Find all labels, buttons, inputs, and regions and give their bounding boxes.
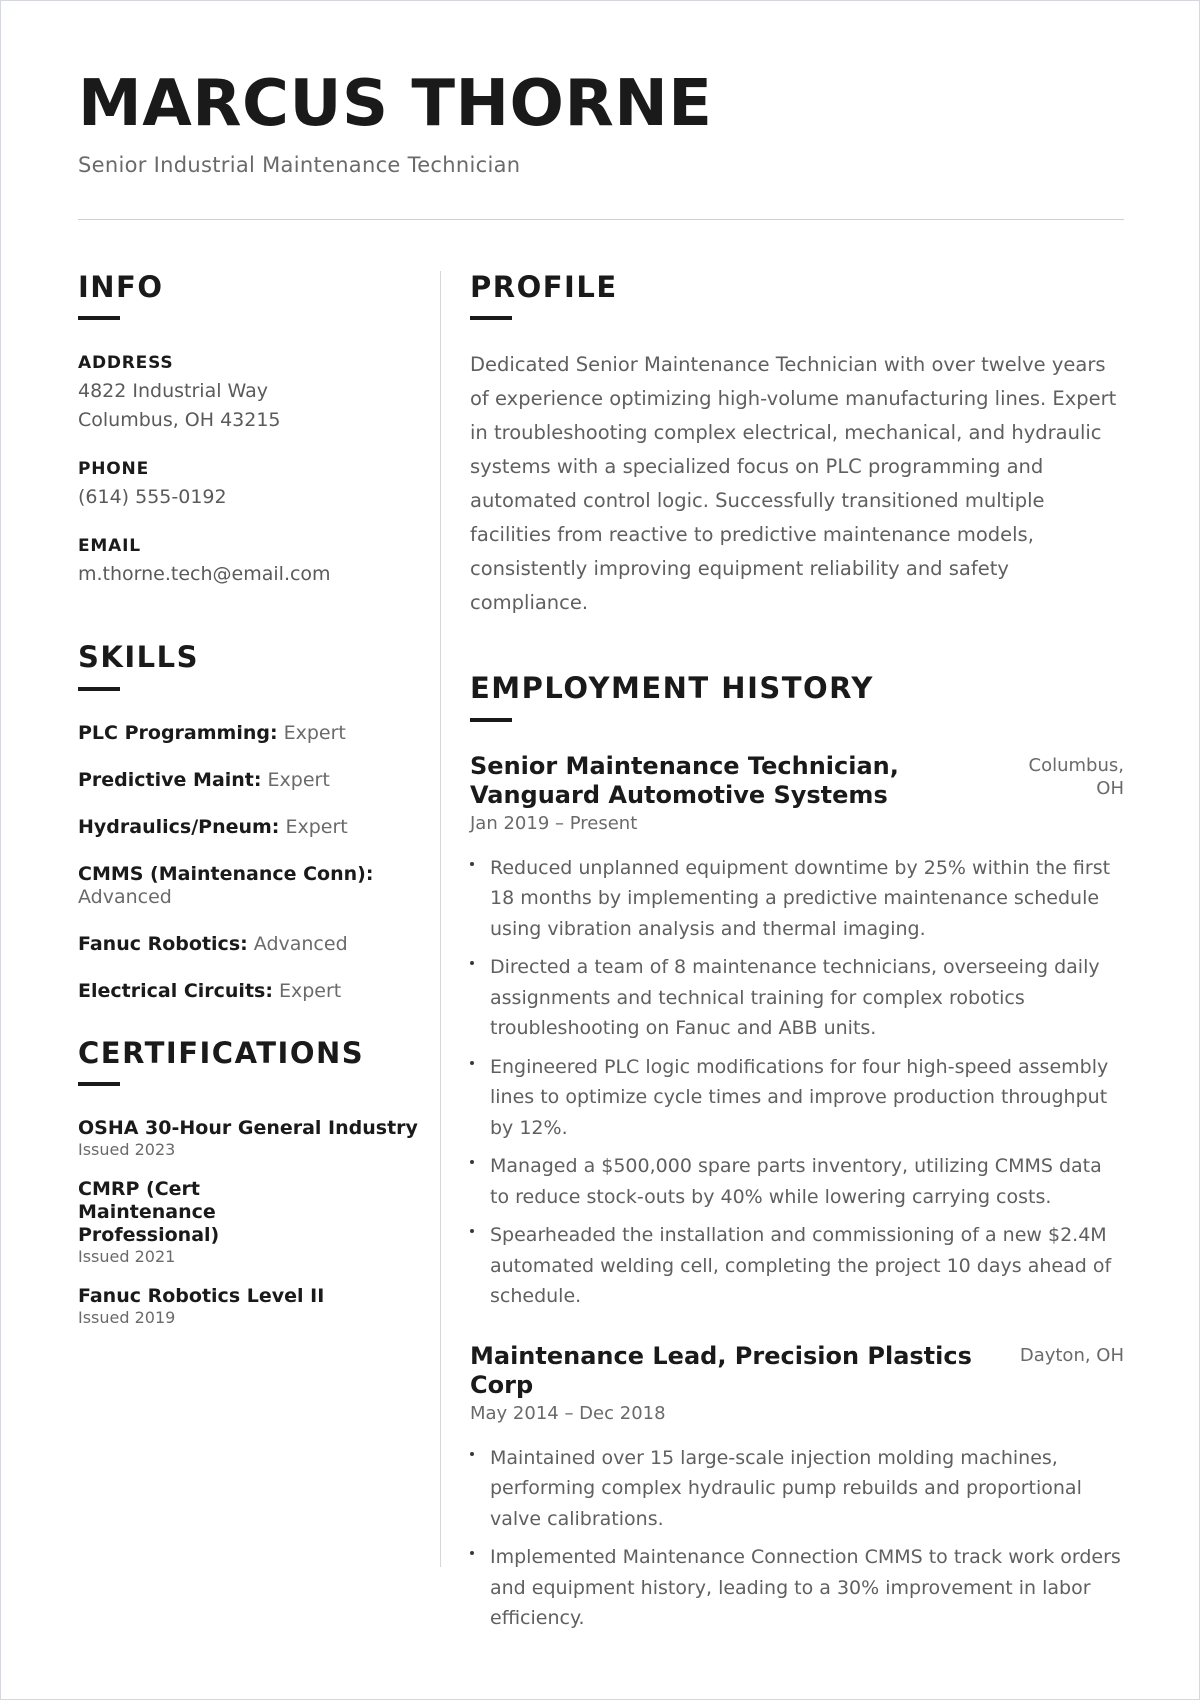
certification-name: Fanuc Robotics Level II	[78, 1285, 325, 1308]
job-entry	[470, 1342, 1124, 1634]
skill-item	[78, 980, 418, 1003]
job-bullet: Engineered PLC logic modifications for four high-speed assembly lines to optimize cycle times and improve production throughput by 12%.	[470, 1052, 1124, 1144]
phone-label: PHONE	[78, 459, 149, 480]
email-block	[78, 536, 418, 589]
job-bullet: Spearheaded the installation and commissioning of a new $2.4M automated welding cell, completing the project 10 days ahead of schedule.	[470, 1220, 1124, 1312]
column-divider	[440, 271, 441, 1567]
certifications-heading: CERTIFICATIONS	[78, 1035, 365, 1070]
profile-summary: Dedicated Senior Maintenance Technician with over twelve years of experience optimizing high-volume manufacturing lines. Expert in troubleshooting complex electrical, mechanical, and hydraulic systems with a specialized focus on PLC programming and automated control logic. Successfully transitioned multiple facilities from reactive to predictive maintenance models, consistently improving equipment reliability and safety compliance.	[470, 353, 1117, 615]
job-header	[470, 1342, 1124, 1400]
skill-name: PLC Programming:	[78, 721, 278, 744]
skills-heading: SKILLS	[78, 640, 199, 675]
certifications-section	[78, 1037, 418, 1328]
certification-item	[78, 1117, 418, 1160]
skills-list	[78, 722, 418, 1003]
skill-name: Predictive Maint:	[78, 768, 262, 791]
header-divider	[78, 219, 1124, 220]
job-location: Dayton, OH	[1019, 1344, 1124, 1366]
address-line1: 4822 Industrial Way	[78, 380, 268, 403]
address-line2: Columbus, OH 43215	[78, 409, 281, 432]
phone-block	[78, 459, 418, 512]
certification-name: CMRP (Cert Maintenance Professional)	[78, 1178, 220, 1247]
certification-name: OSHA 30-Hour General Industry	[78, 1117, 418, 1140]
info-heading-bar	[78, 316, 120, 320]
skill-name: Electrical Circuits:	[78, 979, 273, 1002]
job-bullets	[470, 853, 1124, 1312]
phone-value: (614) 555-0192	[78, 486, 227, 509]
job-title: Maintenance Lead, Precision Plastics Corp	[470, 1341, 972, 1399]
employment-heading-bar	[470, 718, 512, 722]
job-bullets	[470, 1443, 1124, 1634]
skill-level: Expert	[267, 768, 330, 791]
skill-level: Expert	[285, 815, 348, 838]
skills-heading-bar	[78, 687, 120, 691]
skill-name: Hydraulics/Pneum:	[78, 815, 280, 838]
skill-level: Expert	[278, 979, 342, 1002]
address-block	[78, 353, 418, 435]
skill-item	[78, 863, 418, 909]
profile-heading: PROFILE	[470, 270, 618, 304]
certification-issued: Issued 2023	[78, 1140, 176, 1160]
job-title: Senior Maintenance Technician, Vanguard Automotive Systems	[470, 751, 899, 809]
skill-name: CMMS (Maintenance Conn):	[78, 862, 374, 885]
left-column	[78, 271, 418, 1346]
job-header	[470, 752, 1124, 810]
certification-issued: Issued 2019	[78, 1308, 176, 1328]
certification-item	[78, 1178, 418, 1267]
skill-level: Advanced	[78, 885, 172, 908]
job-dates: May 2014 – Dec 2018	[470, 1402, 666, 1424]
certification-issued: Issued 2021	[78, 1247, 176, 1267]
skill-level: Advanced	[253, 932, 348, 955]
job-bullet: Reduced unplanned equipment downtime by 25% within the first 18 months by implementing a predictive maintenance schedule using vibration analysis and thermal imaging.	[470, 853, 1124, 945]
email-label: EMAIL	[78, 536, 141, 557]
job-bullet: Maintained over 15 large-scale injection molding machines, performing complex hydraulic pump rebuilds and proportional valve calibrations.	[470, 1443, 1124, 1535]
candidate-title: Senior Industrial Maintenance Technician	[78, 153, 521, 178]
resume-header	[78, 69, 1124, 177]
certification-item	[78, 1285, 418, 1328]
job-bullet: Directed a team of 8 maintenance technicians, overseeing daily assignments and technical training for complex robotics troubleshooting on Fanuc and ABB units.	[470, 952, 1124, 1044]
candidate-name: MARCUS THORNE	[78, 67, 713, 141]
job-bullet: Implemented Maintenance Connection CMMS to track work orders and equipment history, leading to a 30% improvement in labor efficiency.	[470, 1542, 1124, 1634]
right-column	[470, 271, 1124, 1642]
skill-item	[78, 933, 418, 956]
skill-item	[78, 722, 418, 745]
info-section	[78, 271, 418, 589]
employment-heading: EMPLOYMENT HISTORY	[470, 671, 874, 706]
job-location: Columbus, OH	[1028, 754, 1124, 799]
info-heading: INFO	[78, 270, 164, 304]
skill-level: Expert	[283, 721, 346, 744]
job-bullet: Managed a $500,000 spare parts inventory, utilizing CMMS data to reduce stock-outs by 40% while lowering carrying costs.	[470, 1151, 1124, 1212]
skill-name: Fanuc Robotics:	[78, 932, 248, 955]
profile-section	[470, 271, 1124, 620]
skill-item	[78, 769, 418, 792]
email-value: m.thorne.tech@email.com	[78, 563, 331, 586]
employment-section	[470, 672, 1124, 1633]
certifications-heading-bar	[78, 1082, 120, 1086]
job-dates: Jan 2019 – Present	[470, 812, 638, 834]
skills-section	[78, 641, 418, 1002]
job-entry	[470, 752, 1124, 1312]
certifications-list	[78, 1117, 418, 1328]
profile-heading-bar	[470, 316, 512, 320]
address-label: ADDRESS	[78, 353, 174, 374]
skill-item	[78, 816, 418, 839]
